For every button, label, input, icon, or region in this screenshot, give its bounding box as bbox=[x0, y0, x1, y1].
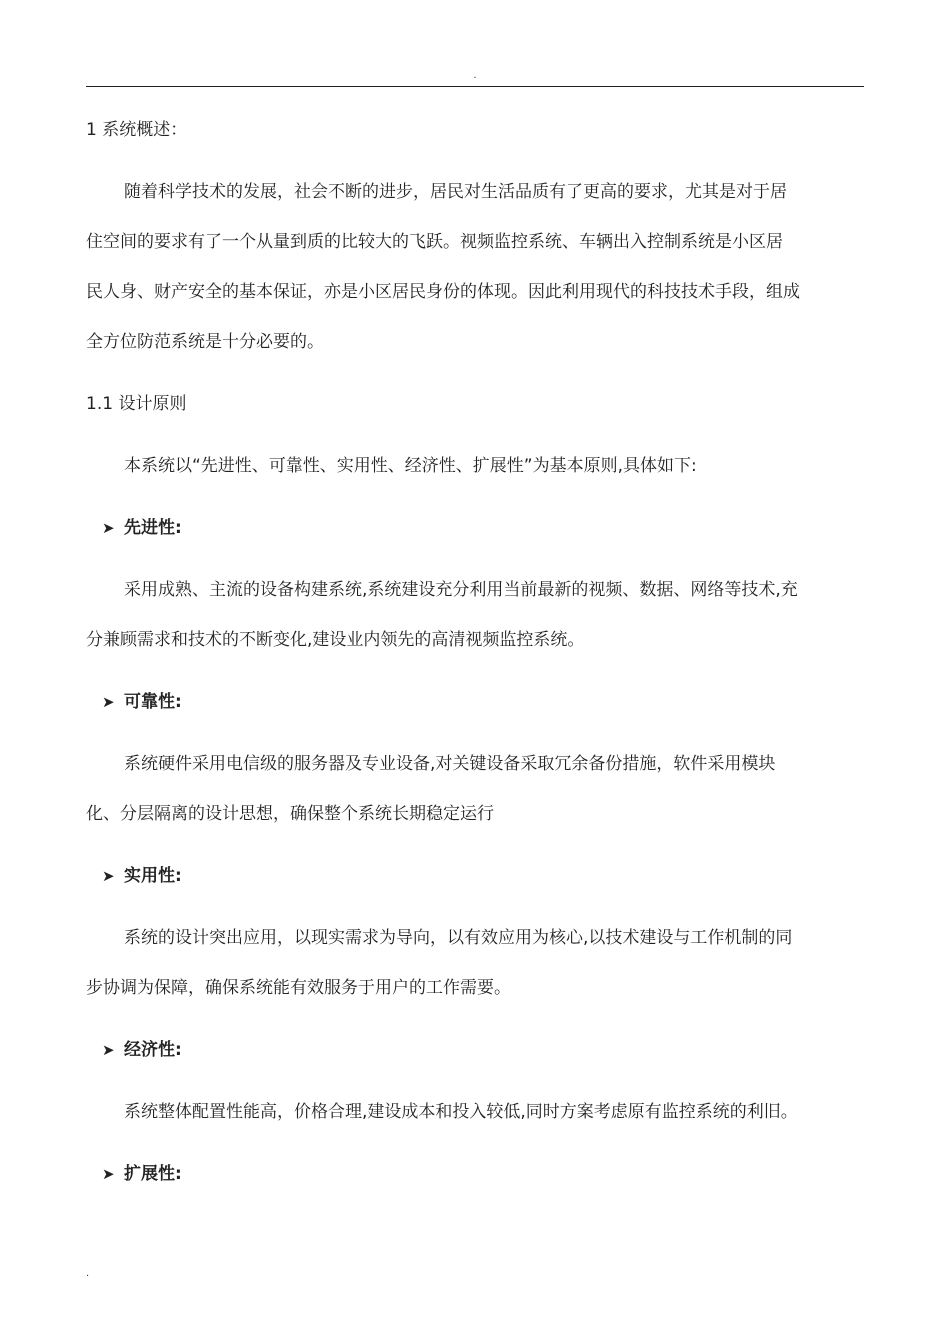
paragraph-line: 民人身、财产安全的基本保证，亦是小区居民身份的体现。因此利用现代的科技技术手段，组成 bbox=[86, 282, 800, 302]
principle-heading bbox=[102, 690, 182, 714]
principle-heading bbox=[102, 864, 182, 888]
intro-line: 本系统以“先进性、可靠性、实用性、经济性、扩展性”为基本原则,具体如下: bbox=[124, 456, 697, 476]
principle-title: 经济性: bbox=[124, 1040, 182, 1060]
principle-heading bbox=[102, 1162, 182, 1186]
section-heading: 1 系统概述： bbox=[86, 120, 188, 140]
footer-mark: . bbox=[86, 1268, 90, 1279]
paragraph-line: 采用成熟、主流的设备构建系统,系统建设充分利用当前最新的视频、数据、网络等技术,充 bbox=[124, 580, 798, 600]
paragraph-line: 全方位防范系统是十分必要的。 bbox=[86, 332, 324, 352]
paragraph-line: 化、分层隔离的设计思想，确保整个系统长期稳定运行 bbox=[86, 804, 494, 824]
principle-heading bbox=[102, 516, 182, 540]
paragraph-line: 系统的设计突出应用，以现实需求为导向，以有效应用为核心,以技术建设与工作机制的同 bbox=[124, 928, 793, 948]
arrow-bullet-icon: ➤ bbox=[102, 693, 115, 711]
principle-title: 实用性: bbox=[124, 866, 182, 886]
principle-title: 可靠性: bbox=[124, 692, 182, 712]
principle-title: 扩展性: bbox=[124, 1164, 182, 1184]
arrow-bullet-icon: ➤ bbox=[102, 519, 115, 537]
arrow-bullet-icon: ➤ bbox=[102, 867, 115, 885]
paragraph-line: 步协调为保障，确保系统能有效服务于用户的工作需要。 bbox=[86, 978, 511, 998]
header-rule bbox=[86, 86, 864, 87]
paragraph-line: 随着科学技术的发展，社会不断的进步，居民对生活品质有了更高的要求，尤其是对于居 bbox=[124, 182, 787, 202]
header-mark: . bbox=[473, 70, 477, 81]
arrow-bullet-icon: ➤ bbox=[102, 1041, 115, 1059]
arrow-bullet-icon: ➤ bbox=[102, 1165, 115, 1183]
paragraph-line: 系统整体配置性能高，价格合理,建设成本和投入较低,同时方案考虑原有监控系统的利旧。 bbox=[124, 1102, 798, 1122]
paragraph-line: 系统硬件采用电信级的服务器及专业设备,对关键设备采取冗余备份措施，软件采用模块 bbox=[124, 754, 776, 774]
paragraph-line: 分兼顾需求和技术的不断变化,建设业内领先的高清视频监控系统。 bbox=[86, 630, 585, 650]
principle-heading bbox=[102, 1038, 182, 1062]
paragraph-line: 住空间的要求有了一个从量到质的比较大的飞跃。视频监控系统、车辆出入控制系统是小区居 bbox=[86, 232, 783, 252]
subsection-heading: 1.1 设计原则 bbox=[86, 394, 187, 414]
principle-title: 先进性: bbox=[124, 518, 182, 538]
